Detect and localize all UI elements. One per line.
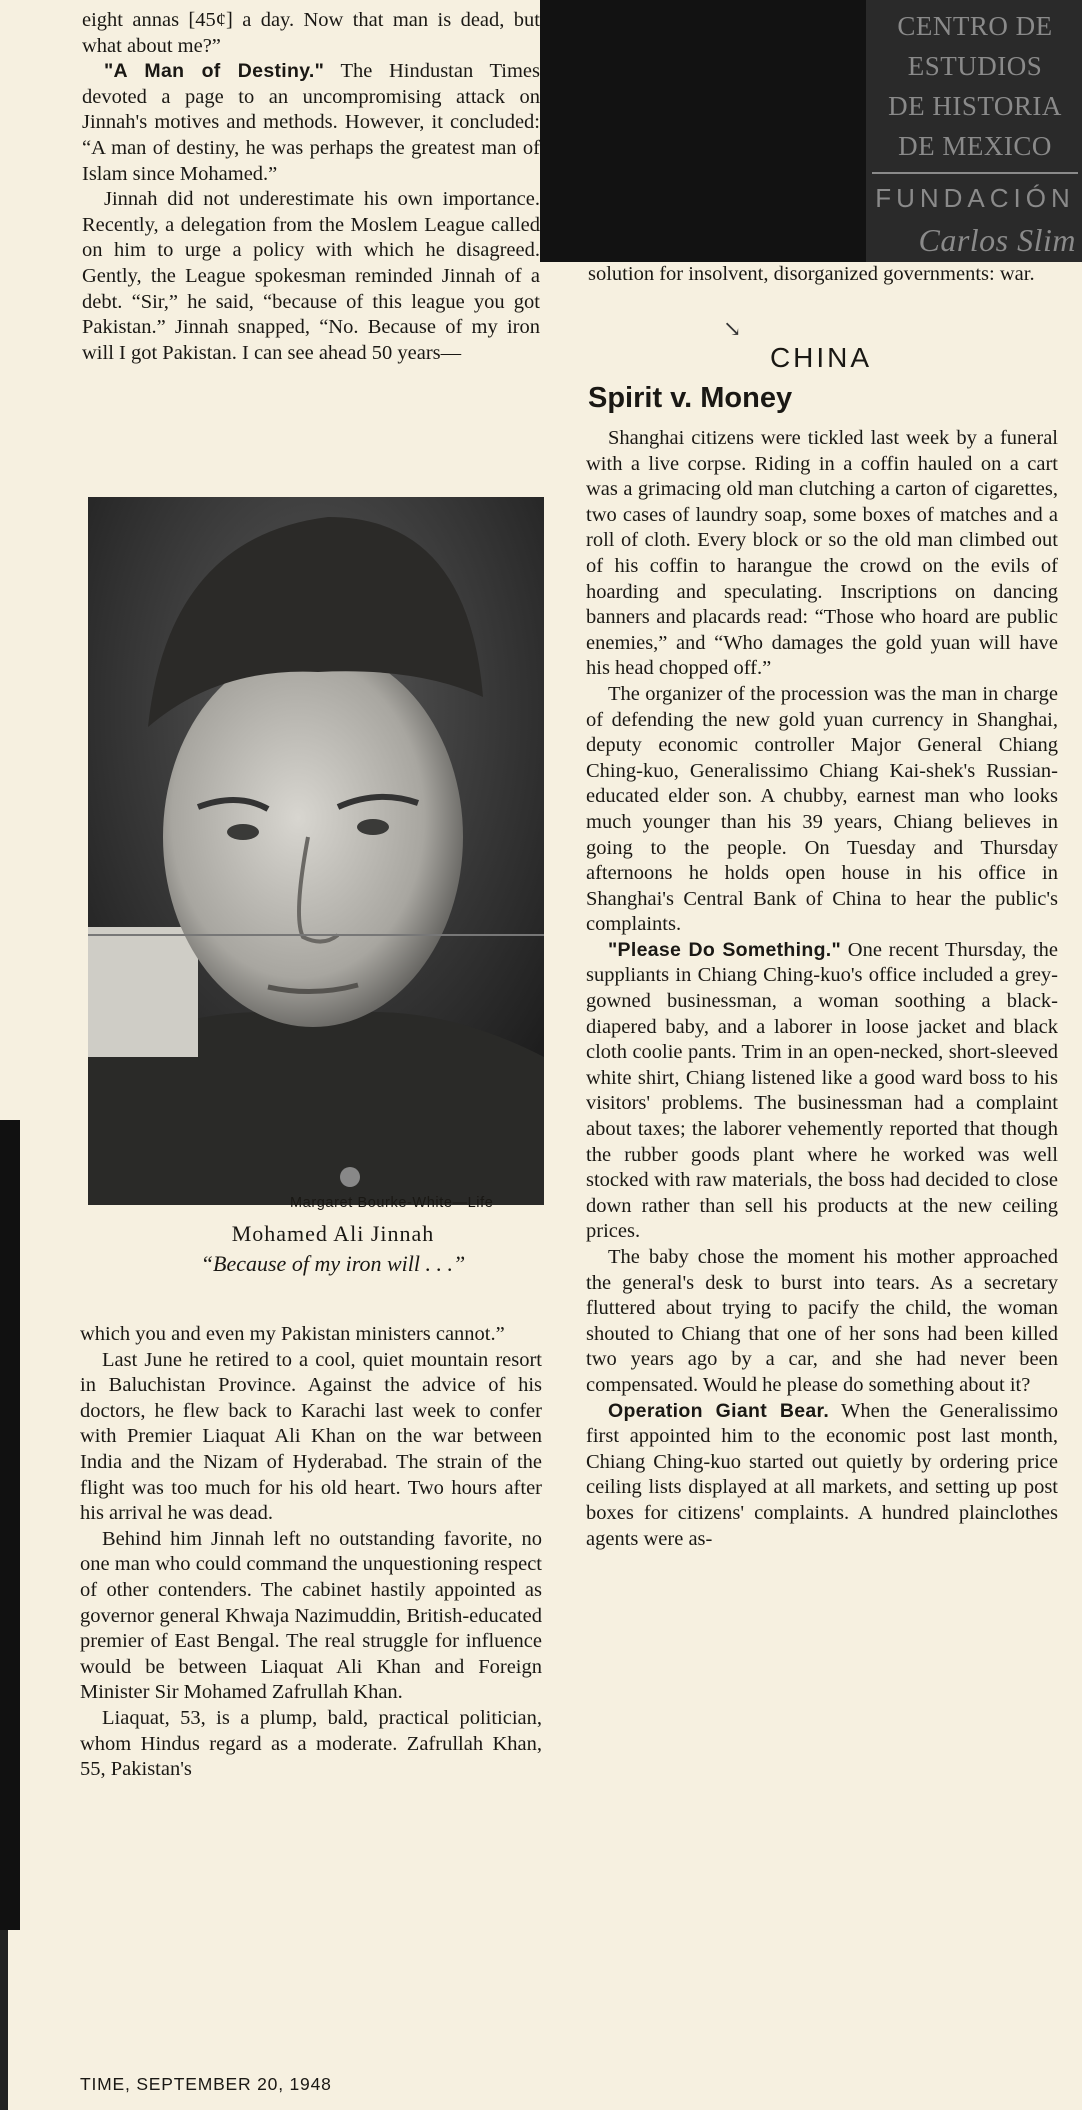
article-headline: Spirit v. Money (588, 382, 793, 414)
subhead: "Please Do Something." (608, 938, 842, 961)
pencil-mark: ↘ (723, 316, 742, 341)
left-column-top (82, 8, 540, 366)
stamp-foundation: FUNDACIÓN (875, 183, 1075, 213)
paragraph: eight annas [45¢] a day. Now that man is dead, but what about me?” (82, 9, 540, 57)
subhead: Operation Giant Bear. (608, 1399, 830, 1422)
paragraph: "Please Do Something." One recent Thursday, the suppliants in Chiang Ching-kuo's office included a grey-gowned businessman, a woman soothing a black-diapered baby, and a laborer in loose jacket and black cloth coolie pants. Trim in an open-necked, short-sleeved white shirt, Chiang listened like a good ward boss to his visitors' problems. The businessman had a complaint about taxes; the laborer vehemently reported that though the rubber goods plant where he worked was well stocked with raw materials, the boss had decided to close down rather than sell his products at the new ceiling prices. (586, 938, 1059, 1243)
photo-caption-name: Mohamed Ali Jinnah (231, 1221, 435, 1246)
subhead: "A Man of Destiny." (104, 60, 325, 83)
left-column-bottom (80, 1322, 542, 1783)
page-footer: TIME, SEPTEMBER 20, 1948 (80, 2074, 332, 2094)
paragraph: Liaquat, 53, is a plump, bald, practical politician, whom Hindus regard as a moderate. Zafrullah Khan, 55, Pakistan's (80, 1706, 542, 1781)
paragraph: solution for insolvent, disorganized governments: war. (588, 263, 1035, 285)
section-heading: CHINA (769, 342, 873, 373)
photo-credit: Margaret Bourke-White—Life (290, 1195, 494, 1211)
portrait-illustration (88, 497, 544, 1205)
torn-edge (0, 1120, 20, 1930)
paragraph: which you and even my Pakistan ministers cannot.” (80, 1323, 505, 1345)
paragraph: The baby chose the moment his mother approached the general's desk to burst into tears. As a secretary fluttered about trying to pacify the child, the woman shouted to Chiang that one of her sons had been killed two years ago by a car, and she had never been compensated. Would he please do something about it? (586, 1246, 1058, 1396)
stamp-line: DE HISTORIA (888, 91, 1062, 121)
archive-stamp (868, 6, 1082, 260)
right-column-top (588, 262, 1058, 288)
photo-caption-quote: “Because of my iron will . . .” (200, 1251, 466, 1276)
torn-edge-lower (0, 1930, 8, 2110)
paragraph: Operation Giant Bear. When the Generalissimo first appointed him to the economic post last month, Chiang Ching-kuo started out quietly by ordering price ceiling lists displayed at all markets, and setting up post boxes for citizens' complaints. A hundred plainclothes agents were as- (586, 1399, 1058, 1550)
paragraph: Last June he retired to a cool, quiet mountain resort in Baluchistan Province. Against the advice of his doctors, he flew back to Karachi last week to confer with Premier Liaquat Ali Khan on the war between India and the Nizam of Hyderabad. The strain of the flight was too much for his old heart. Two hours after his arrival he was dead. (80, 1348, 542, 1525)
stamp-signature: Carlos Slim (918, 222, 1076, 258)
stamp-line: ESTUDIOS (907, 51, 1043, 81)
portrait-photo (88, 497, 544, 1205)
stamp-divider (872, 172, 1078, 174)
paragraph: Shanghai citizens were tickled last week by a funeral with a live corpse. Riding in a coffin hauled on a cart was a grimacing old man clutching a carton of cigarettes, two cases of laundry soap, some boxes of matches and a roll of cloth. Every block or so the old man climbed out of his coffin to harangue the crowd on the evils of hoarding and speculating. Inscriptions on dancing banners and placards read: “Those who hoard are public enemies,” and “Who damages the gold yuan will have his head chopped off.” (586, 427, 1058, 680)
paragraph: Jinnah did not underestimate his own importance. Recently, a delegation from the Moslem League called on him to urge a policy with which he disagreed. Gently, the League spokesman reminded Jinnah of a debt. “Sir,” he said, “because of this league you got Pakistan.” Jinnah snapped, “No. Because of my iron will I got Pakistan. I can see ahead 50 years— (82, 188, 540, 364)
paragraph: Behind him Jinnah left no outstanding favorite, no one man who could command the unquestioning respect of other contenders. The cabinet hastily appointed as governor general Khwaja Nazimuddin, British-educated premier of East Bengal. The real struggle for influence would be between Liaquat Ali Khan and Foreign Minister Sir Mohamed Zafrullah Khan. (80, 1527, 542, 1704)
stamp-line: DE MEXICO (898, 131, 1052, 161)
right-column (586, 426, 1058, 1552)
paragraph: "A Man of Destiny." The Hindustan Times devoted a page to an uncompromising attack on Jinnah's motives and methods. However, it concluded: “A man of destiny, he was perhaps the greatest man of Islam since Mohamed.” (82, 60, 541, 185)
stamp-line: CENTRO DE (897, 11, 1053, 41)
paragraph: The organizer of the procession was the man in charge of defending the new gold yuan currency in Shanghai, deputy economic controller Major General Chiang Ching-kuo, Generalissimo Chiang Kai-shek's Russian-educated elder son. A chubby, earnest man who looks much younger than his 39 years, Chiang believes in going to the people. On Tuesday and Thursday afternoons he holds open house in his office in Shanghai's Central Bank of China to hear the public's complaints. (586, 682, 1058, 936)
